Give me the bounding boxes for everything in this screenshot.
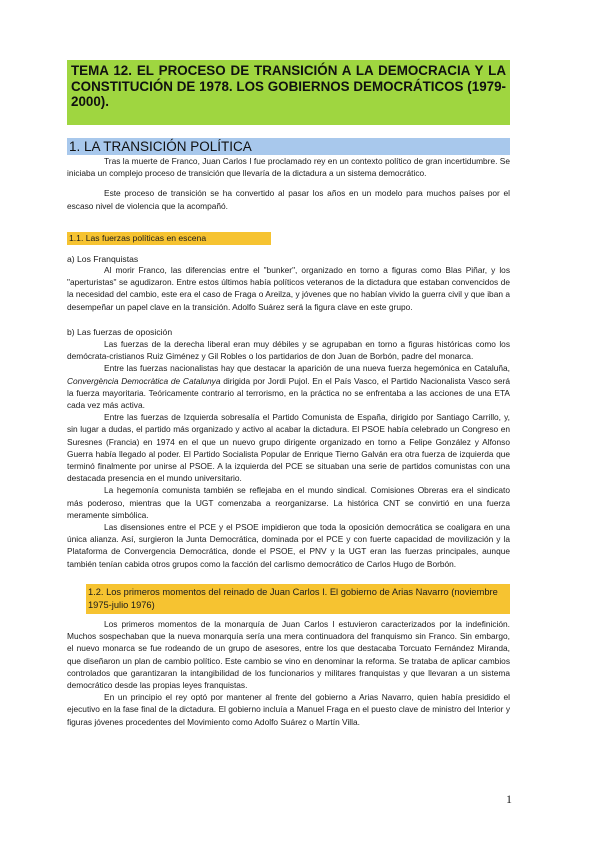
page-number: 1: [506, 792, 512, 806]
document-title: TEMA 12. EL PROCESO DE TRANSICIÓN A LA DEMOCRACIA Y LA CONSTITUCIÓN DE 1978. LOS GOBIERNOS DEMOCRÁTICOS (1979-2000).: [67, 60, 510, 125]
list-label-franquistas: a) Los Franquistas: [67, 254, 139, 264]
paragraph: En un principio el rey optó por mantener al frente del gobierno a Arias Navarro, quien había presidido el ejecutivo en la fase final de la dictadura. El gobierno incluía a Manuel Fraga en el puesto clave de ministro del Interior y figuras jóvenes procedentes del Movimiento como Adolfo Suárez o Martín Villa.: [67, 692, 510, 727]
list-label-oposicion: b) Las fuerzas de oposición: [67, 327, 173, 337]
paragraph: [67, 362, 510, 411]
subsection-heading-arias-navarro: 1.2. Los primeros momentos del reinado de Juan Carlos I. El gobierno de Arias Navarro (noviembre 1975-julio 1976): [86, 584, 510, 614]
text-run: Entre las fuerzas nacionalistas hay que destacar la aparición de una nueva fuerza hegemónica en Cataluña,: [104, 363, 510, 374]
paragraph: La hegemonía comunista también se reflejaba en el mundo sindical. Comisiones Obreras era el sindicato más poderoso, mientras que la UGT comenzaba a reorganizarse. La histórica CNT se convirtió en una fuerza meramente simbólica.: [67, 485, 510, 520]
paragraph: Este proceso de transición se ha convertido al pasar los años en un modelo para muchos países por el escaso nivel de violencia que la acompañó.: [67, 188, 510, 211]
subsection-heading-fuerzas: 1.1. Las fuerzas políticas en escena: [67, 232, 271, 245]
paragraph: Los primeros momentos de la monarquía de Juan Carlos I estuvieron caracterizados por la indefinición. Muchos sospechaban que la nueva monarquía sería una mera continuadora del franquismo sin Franco. Sin embargo, el nuevo monarca se fue rodeando de un grupo de asesores, entre los que destacaba Torcuato Fernández Miranda, que diseñaron un plan de cambio político. Este cambio se vino en denominar la reforma. Se trataba de aplicar cambios controlados que garantizaran la intangibilidad de los funcionarios y militares franquistas y que llevaran a un sistema democrático desde las propias leyes franquistas.: [67, 619, 510, 691]
paragraph: Tras la muerte de Franco, Juan Carlos I fue proclamado rey en un contexto político de gran incertidumbre. Se iniciaba un complejo proceso de transición que llevaría de la dictadura a un sistema democrático.: [67, 156, 510, 179]
italic-party-name: Convergència Democràtica de Catalunya: [67, 375, 221, 386]
paragraph: Las fuerzas de la derecha liberal eran muy débiles y se agrupaban en torno a figuras históricas como los demócrata-cristianos Ruiz Giménez y Gil Robles o los partidarios de don Juan de Borbón, padre del monarca.: [67, 339, 510, 362]
oposicion-block: [67, 338, 510, 570]
franquistas-block: [67, 264, 510, 313]
paragraph: Al morir Franco, las diferencias entre el "bunker", organizado en torno a figuras como Blas Piñar, y los "aperturistas" se agudizaron. Entre estos últimos había políticos veteranos de la dictadura que estaban convencidos de la necesidad del cambio, este era el caso de Fraga o Areilza, y jóvenes que no habían vivido la guerra civil y que iban a desempeñar un papel clave en la transición. Adolfo Suárez será la figura clave en este grupo.: [67, 265, 510, 312]
text-run: dirigida por Jordi Pujol. En el País Vasco, el Partido Nacionalista Vasco será la fuerza mayoritaria. Teóricamente contrario al terrorismo, en la práctica no se enfrentaba a las acciones de una ETA cada vez más activa.: [67, 375, 510, 411]
paragraph: Las disensiones entre el PCE y el PSOE impidieron que toda la oposición democrática se coaligara en una única alianza. Así, surgieron la Junta Democrática, dominada por el PCE y con fuerte capacidad de movilización y la Plataforma de Convergencia Democrática, donde el PSOE, el PNV y la UGT eran las fuerzas principales, aunque también tenían cabida otros grupos como la facción del carlismo democrático de Carlos Hugo de Borbón.: [67, 522, 510, 569]
arias-navarro-block: [67, 618, 510, 728]
section-heading-transicion: 1. LA TRANSICIÓN POLÍTICA: [67, 138, 510, 155]
paragraph: Entre las fuerzas de Izquierda sobresalía el Partido Comunista de España, dirigido por Santiago Carrillo, y, sin lugar a dudas, el partido más organizado y activo al acabar la dictadura. El PSOE había celebrado un Congreso en Suresnes (Francia) en 1974 en el que un nuevo grupo dirigente organizado en torno a Felipe González y Alfonso Guerra había llegado al poder. El Partido Socialista Popular de Enrique Tierno Galván era otra fuerza de izquierda que terminó finalmente por unirse al PSOE. A la izquierda del PCE se situaban una serie de partidos comunistas con una destacada presencia en el mundo universitario.: [67, 412, 510, 484]
section1-intro: [67, 155, 510, 212]
